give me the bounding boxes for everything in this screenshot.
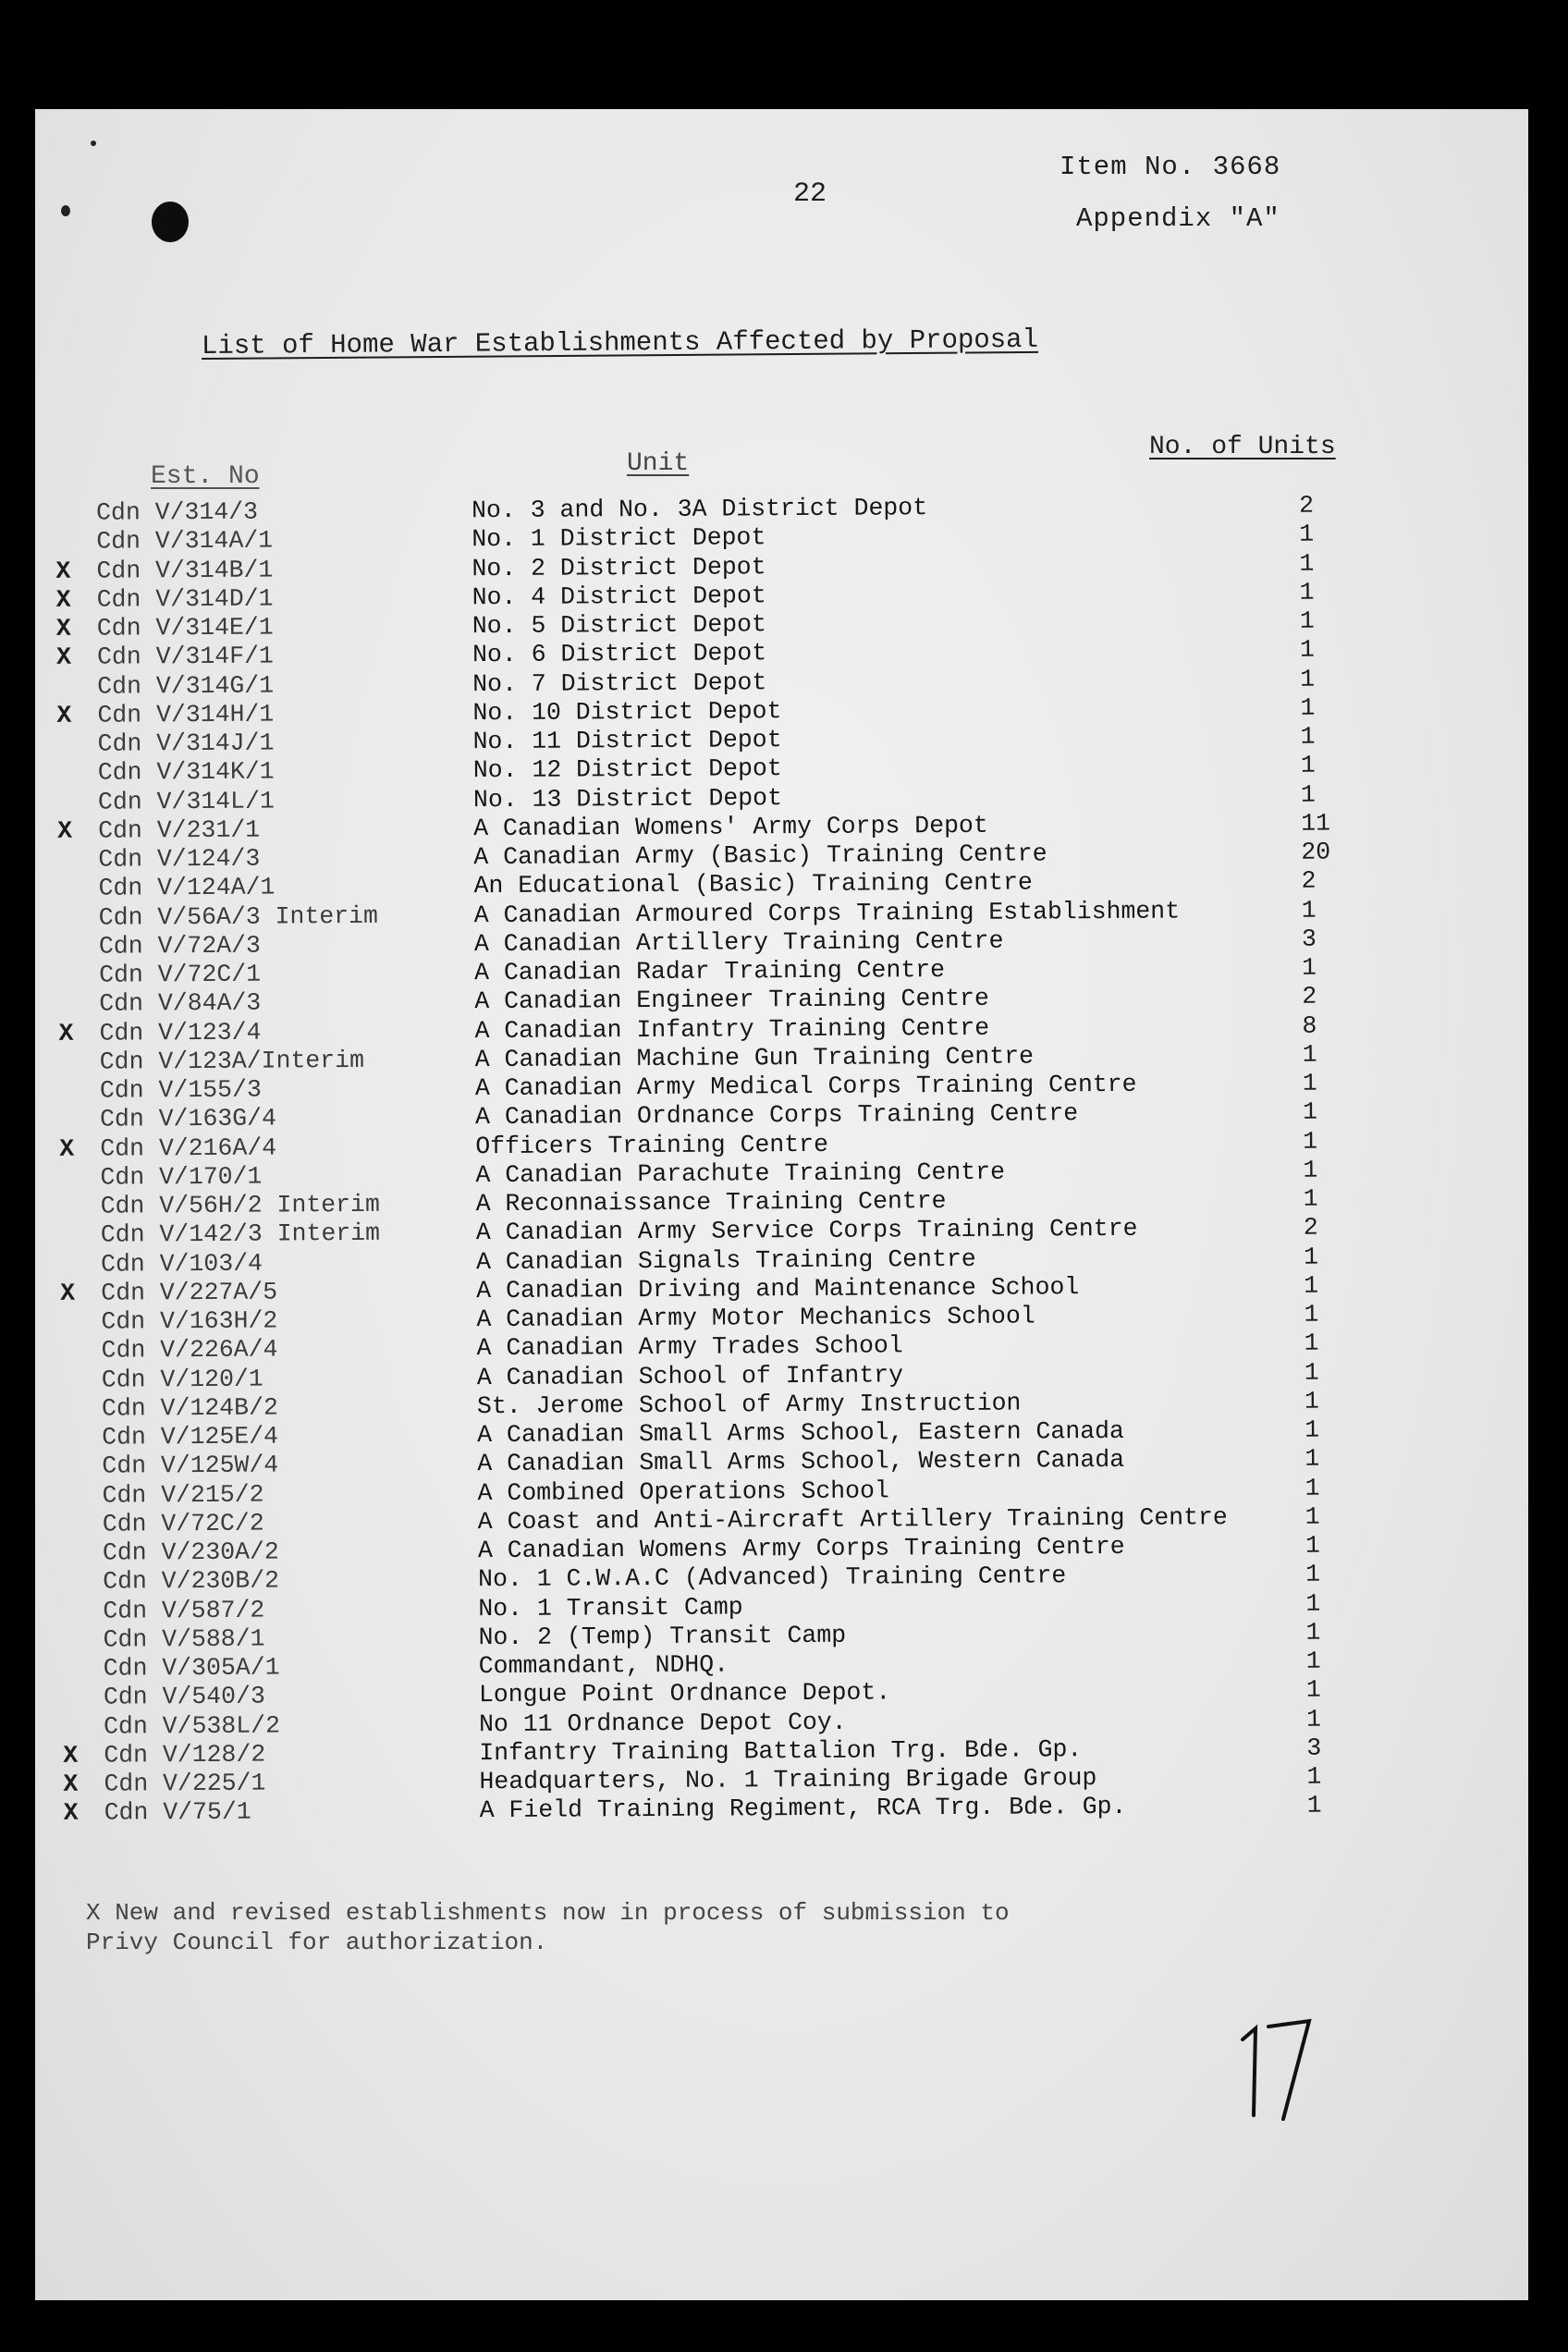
- column-header-no-of-units: No. of Units: [1149, 433, 1336, 461]
- item-number: Item No. 3668: [1060, 152, 1281, 182]
- unit-name: A Canadian Army (Basic) Training Centre: [473, 839, 1047, 872]
- est-number: Cdn V/170/1: [100, 1162, 263, 1192]
- unit-name: A Canadian Armoured Corps Training Establishment: [473, 897, 1181, 929]
- unit-name: A Field Training Regiment, RCA Trg. Bde. Gp.: [479, 1793, 1127, 1825]
- unit-name: Officers Training Centre: [475, 1130, 829, 1160]
- unit-name: A Canadian Artillery Training Centre: [473, 926, 1004, 958]
- est-number: Cdn V/314/3: [95, 497, 259, 527]
- unit-count: 1: [1302, 1069, 1317, 1097]
- unit-count: 1: [1305, 1618, 1321, 1647]
- unit-name: No. 13 District Depot: [472, 783, 783, 814]
- unit-count: 2: [1302, 982, 1317, 1011]
- row-mark: X: [56, 701, 72, 729]
- est-number: Cdn V/230A/2: [102, 1537, 279, 1567]
- est-number: Cdn V/587/2: [103, 1596, 265, 1625]
- est-number: Cdn V/314G/1: [97, 671, 275, 701]
- est-number: Cdn V/540/3: [103, 1682, 265, 1711]
- unit-count: 1: [1304, 1387, 1319, 1415]
- unit-name: No. 5 District Depot: [472, 610, 766, 641]
- unit-name: Commandant, NDHQ.: [478, 1650, 729, 1681]
- est-number: Cdn V/588/1: [103, 1624, 265, 1654]
- est-number: Cdn V/163H/2: [101, 1306, 278, 1336]
- unit-name: No. 2 (Temp) Transit Camp: [478, 1621, 847, 1651]
- speck: [91, 141, 96, 146]
- est-number: Cdn V/314E/1: [96, 613, 274, 643]
- est-number: Cdn V/314K/1: [97, 757, 275, 787]
- unit-name: No. 6 District Depot: [472, 639, 767, 669]
- unit-name: No. 1 Transit Camp: [478, 1592, 743, 1623]
- unit-name: A Canadian Signals Training Centre: [475, 1244, 976, 1276]
- est-number: Cdn V/72C/2: [102, 1509, 264, 1538]
- est-number: Cdn V/72A/3: [98, 931, 261, 961]
- unit-count: 1: [1305, 1415, 1320, 1444]
- unit-count: 3: [1301, 925, 1317, 953]
- unit-count: 1: [1303, 1156, 1318, 1184]
- unit-count: 1: [1303, 1127, 1318, 1156]
- unit-count: 1: [1300, 722, 1316, 751]
- footnote-line: Privy Council for authorization.: [86, 1929, 548, 1956]
- unit-name: No. 3 and No. 3A District Depot: [471, 494, 928, 525]
- unit-count: 1: [1305, 1589, 1321, 1618]
- row-mark: X: [55, 557, 71, 585]
- unit-count: 1: [1299, 578, 1315, 606]
- unit-name: A Canadian Army Motor Mechanics School: [476, 1302, 1035, 1334]
- est-number: Cdn V/123/4: [99, 1018, 262, 1047]
- handwritten-page-number: [1235, 2012, 1318, 2123]
- unit-count: 1: [1301, 896, 1317, 925]
- est-number: Cdn V/314L/1: [97, 786, 275, 816]
- est-number: Cdn V/314D/1: [96, 584, 274, 614]
- row-mark: X: [55, 585, 71, 614]
- est-number: Cdn V/124/3: [98, 844, 261, 874]
- est-number: Cdn V/56A/3 Interim: [98, 901, 379, 932]
- est-number: Cdn V/227A/5: [101, 1278, 278, 1307]
- unit-count: 1: [1305, 1675, 1321, 1704]
- unit-count: 2: [1303, 1213, 1318, 1242]
- unit-count: 1: [1305, 1502, 1320, 1531]
- unit-count: 1: [1299, 520, 1315, 548]
- unit-name: A Canadian Machine Gun Training Centre: [474, 1042, 1035, 1073]
- est-number: Cdn V/120/1: [101, 1365, 263, 1394]
- unit-name: A Canadian Army Medical Corps Training Centre: [474, 1070, 1137, 1103]
- unit-name: No 11 Ordnance Depot Coy.: [479, 1708, 847, 1738]
- est-number: Cdn V/305A/1: [103, 1653, 280, 1683]
- est-number: Cdn V/128/2: [104, 1740, 266, 1770]
- est-number: Cdn V/314F/1: [96, 642, 274, 671]
- est-number: Cdn V/142/3 Interim: [100, 1219, 381, 1249]
- document-title: List of Home War Establishments Affected by Proposal: [201, 324, 1039, 361]
- unit-name: A Coast and Anti-Aircraft Artillery Training Centre: [477, 1502, 1228, 1536]
- unit-name: A Canadian Womens' Army Corps Depot: [473, 811, 988, 842]
- punch-hole: [152, 202, 189, 242]
- unit-name: St. Jerome School of Army Instruction: [476, 1389, 1022, 1420]
- est-number: Cdn V/314B/1: [96, 556, 274, 585]
- unit-name: No. 11 District Depot: [472, 726, 782, 756]
- column-header-est-no: Est. No: [151, 462, 260, 491]
- est-number: Cdn V/226A/4: [101, 1335, 278, 1365]
- document-page: [35, 109, 1528, 2300]
- est-number: Cdn V/75/1: [104, 1797, 251, 1827]
- est-number: Cdn V/314J/1: [97, 729, 275, 758]
- est-number: Cdn V/215/2: [102, 1480, 264, 1510]
- unit-name: A Canadian Army Trades School: [476, 1331, 903, 1363]
- est-number: Cdn V/163G/4: [100, 1104, 277, 1133]
- unit-name: No. 10 District Depot: [472, 696, 782, 727]
- unit-count: 11: [1301, 809, 1331, 838]
- unit-count: 1: [1304, 1358, 1319, 1387]
- unit-count: 1: [1304, 1329, 1319, 1357]
- est-number: Cdn V/230B/2: [103, 1566, 280, 1596]
- unit-count: 1: [1306, 1762, 1322, 1791]
- row-mark: X: [59, 1134, 75, 1163]
- row-mark: X: [58, 1019, 74, 1047]
- unit-count: 1: [1306, 1791, 1322, 1819]
- unit-name: No. 1 District Depot: [472, 523, 766, 554]
- appendix-label: Appendix "A": [1076, 203, 1280, 234]
- row-mark: X: [55, 614, 71, 643]
- unit-name: A Canadian Driving and Maintenance School: [476, 1272, 1080, 1305]
- unit-count: 1: [1302, 953, 1317, 982]
- est-number: Cdn V/125W/4: [102, 1451, 279, 1480]
- unit-count: 1: [1300, 780, 1316, 809]
- unit-count: 1: [1299, 635, 1316, 664]
- unit-name: No. 1 C.W.A.C (Advanced) Training Centre: [478, 1562, 1067, 1594]
- unit-count: 1: [1304, 1300, 1319, 1329]
- unit-count: 1: [1303, 1243, 1319, 1271]
- unit-name: No. 12 District Depot: [472, 754, 782, 785]
- unit-name: An Educational (Basic) Training Centre: [473, 868, 1033, 900]
- unit-name: A Canadian Parachute Training Centre: [475, 1158, 1006, 1189]
- unit-name: A Combined Operations School: [477, 1476, 889, 1507]
- speck: [61, 205, 70, 216]
- row-mark: X: [63, 1770, 79, 1798]
- unit-count: 1: [1305, 1705, 1322, 1733]
- est-number: Cdn V/56H/2 Interim: [100, 1190, 380, 1220]
- unit-name: No. 7 District Depot: [472, 668, 767, 698]
- unit-count: 1: [1304, 1271, 1319, 1300]
- unit-name: A Canadian Radar Training Centre: [474, 956, 946, 987]
- unit-name: A Canadian Small Arms School, Western Canada: [477, 1446, 1125, 1478]
- row-mark: X: [55, 643, 72, 672]
- unit-count: 2: [1298, 491, 1315, 520]
- unit-name: A Canadian Army Service Corps Training Centre: [475, 1215, 1138, 1247]
- est-number: Cdn V/124B/2: [101, 1393, 278, 1423]
- unit-name: A Canadian Womens Army Corps Training Centre: [477, 1532, 1125, 1565]
- unit-count: 3: [1306, 1733, 1322, 1762]
- est-number: Cdn V/125E/4: [102, 1422, 279, 1452]
- unit-count: 20: [1301, 838, 1331, 866]
- est-number: Cdn V/538L/2: [104, 1710, 281, 1741]
- establishments-list: [46, 491, 1423, 1829]
- unit-count: 1: [1305, 1444, 1320, 1473]
- unit-name: A Canadian Infantry Training Centre: [474, 1013, 990, 1045]
- unit-count: 1: [1302, 1097, 1318, 1126]
- unit-name: A Canadian Engineer Training Centre: [474, 985, 990, 1016]
- unit-name: A Canadian Small Arms School, Eastern Canada: [477, 1416, 1124, 1450]
- est-number: Cdn V/103/4: [100, 1249, 263, 1279]
- page-number: 22: [793, 178, 827, 210]
- unit-count: 1: [1300, 751, 1316, 779]
- est-number: Cdn V/84A/3: [99, 988, 262, 1018]
- column-header-unit: Unit: [627, 449, 690, 478]
- unit-name: Infantry Training Battalion Trg. Bde. Gp.: [479, 1734, 1083, 1767]
- row-mark: X: [63, 1741, 79, 1770]
- unit-name: No. 4 District Depot: [472, 581, 766, 611]
- est-number: Cdn V/155/3: [99, 1075, 262, 1105]
- unit-name: A Reconnaissance Training Centre: [475, 1187, 947, 1219]
- unit-name: A Canadian School of Infantry: [476, 1360, 904, 1391]
- unit-name: Longue Point Ordnance Depot.: [478, 1678, 891, 1709]
- row-mark: X: [63, 1799, 79, 1828]
- est-number: Cdn V/72C/1: [99, 960, 262, 989]
- unit-count: 1: [1302, 1040, 1317, 1069]
- unit-count: 8: [1302, 1011, 1317, 1040]
- unit-count: 1: [1300, 693, 1316, 722]
- est-number: Cdn V/123A/Interim: [99, 1046, 365, 1076]
- est-number: Cdn V/225/1: [104, 1769, 266, 1798]
- unit-count: 2: [1301, 866, 1317, 895]
- est-number: Cdn V/314H/1: [97, 700, 275, 729]
- unit-count: 1: [1305, 1647, 1321, 1675]
- unit-name: No. 2 District Depot: [472, 552, 766, 582]
- unit-count: 1: [1300, 665, 1316, 693]
- unit-count: 1: [1299, 549, 1315, 578]
- row-mark: X: [57, 816, 73, 845]
- footnote: [86, 1898, 1010, 1957]
- unit-count: 1: [1299, 606, 1315, 635]
- unit-name: A Canadian Ordnance Corps Training Centre: [475, 1099, 1079, 1132]
- unit-count: 1: [1305, 1474, 1320, 1502]
- est-number: Cdn V/124A/1: [98, 873, 276, 902]
- est-number: Cdn V/216A/4: [100, 1133, 277, 1163]
- unit-count: 1: [1305, 1560, 1321, 1588]
- est-number: Cdn V/231/1: [98, 815, 261, 845]
- unit-count: 1: [1303, 1184, 1318, 1213]
- footnote-line: X New and revised establishments now in process of submission to: [86, 1899, 1010, 1927]
- row-mark: X: [60, 1279, 76, 1307]
- est-number: Cdn V/314A/1: [96, 526, 274, 556]
- unit-name: Headquarters, No. 1 Training Brigade Group: [479, 1764, 1097, 1796]
- unit-count: 1: [1305, 1531, 1320, 1560]
